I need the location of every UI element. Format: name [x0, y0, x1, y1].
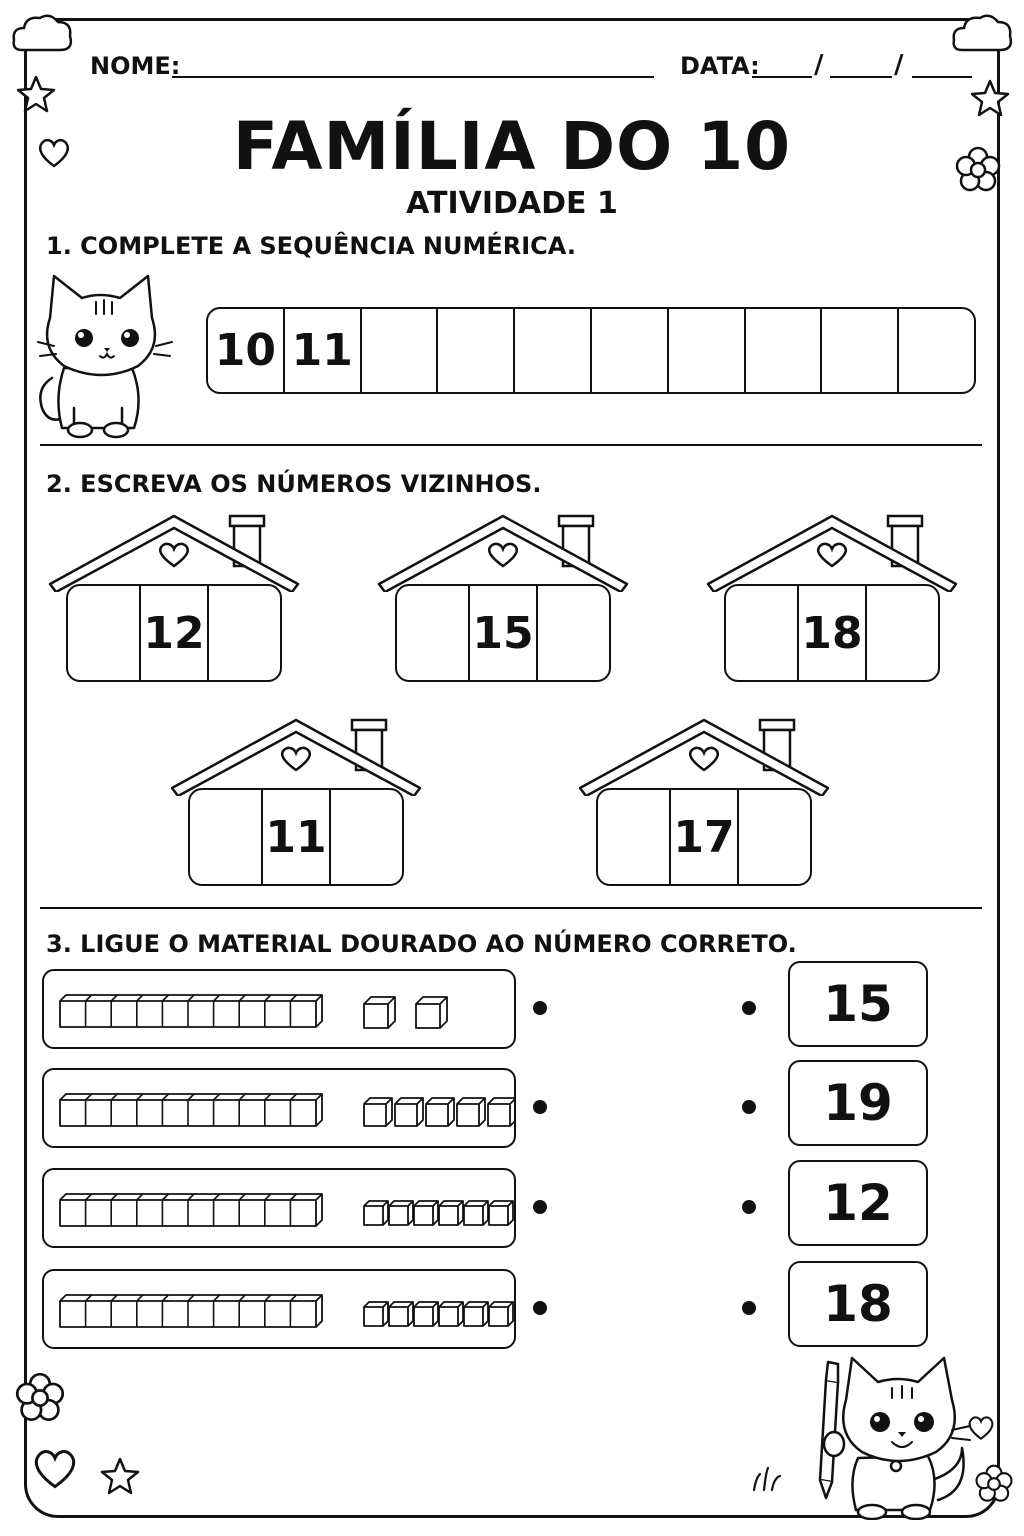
- answer-number-box: 19: [788, 1060, 928, 1146]
- previous-number-blank[interactable]: [397, 586, 468, 680]
- date-day-field[interactable]: [752, 76, 812, 78]
- house-number: 12: [139, 586, 209, 680]
- house-body: [596, 788, 812, 886]
- cloud-icon: [10, 10, 74, 60]
- next-number-blank[interactable]: [538, 586, 609, 680]
- house-number: 11: [261, 790, 331, 884]
- sequence-blank[interactable]: [592, 309, 669, 392]
- connection-dot[interactable]: [742, 1001, 756, 1015]
- golden-material-card: [42, 1168, 516, 1248]
- next-number-blank[interactable]: [739, 790, 810, 884]
- connection-dot[interactable]: [742, 1301, 756, 1315]
- golden-material-blocks-icon: [44, 1170, 514, 1246]
- connection-dot[interactable]: [742, 1100, 756, 1114]
- heart-icon: [30, 1446, 80, 1492]
- sequence-blank[interactable]: [899, 309, 974, 392]
- neighbor-house: [578, 716, 834, 892]
- page-title: FAMÍLIA DO 10: [232, 108, 792, 185]
- golden-material-blocks-icon: [44, 971, 514, 1047]
- sequence-blank[interactable]: [362, 309, 439, 392]
- golden-material-card: [42, 969, 516, 1049]
- page-subtitle: ATIVIDADE 1: [406, 186, 618, 221]
- next-number-blank[interactable]: [867, 586, 938, 680]
- answer-number-box: 18: [788, 1261, 928, 1347]
- connection-dot[interactable]: [533, 1001, 547, 1015]
- connection-dot[interactable]: [533, 1200, 547, 1214]
- house-roof-icon: [578, 716, 834, 796]
- previous-number-blank[interactable]: [68, 586, 139, 680]
- house-body: [724, 584, 940, 682]
- previous-number-blank[interactable]: [598, 790, 669, 884]
- connection-dot[interactable]: [533, 1100, 547, 1114]
- house-roof-icon: [706, 512, 962, 592]
- house-roof-icon: [170, 716, 426, 796]
- answer-number-box: 12: [788, 1160, 928, 1246]
- neighbor-house: [170, 716, 426, 892]
- neighbor-house: [48, 512, 304, 688]
- section-divider: [40, 444, 982, 446]
- house-number: 17: [669, 790, 739, 884]
- grass-icon: [750, 1466, 784, 1492]
- cat-with-pencil-icon: [812, 1340, 982, 1520]
- sequence-cell: 10: [208, 309, 285, 392]
- house-body: [66, 584, 282, 682]
- house-roof-icon: [48, 512, 304, 592]
- house-number: 18: [797, 586, 867, 680]
- sequence-cell: 11: [285, 309, 362, 392]
- golden-material-card: [42, 1269, 516, 1349]
- question-2-title: 2. ESCREVA OS NÚMEROS VIZINHOS.: [46, 470, 542, 498]
- cat-icon: [34, 268, 174, 440]
- house-body: [188, 788, 404, 886]
- section-divider: [40, 907, 982, 909]
- date-month-field[interactable]: [830, 76, 892, 78]
- previous-number-blank[interactable]: [726, 586, 797, 680]
- question-3-title: 3. LIGUE O MATERIAL DOURADO AO NÚMERO CORRETO.: [46, 930, 797, 958]
- sequence-blank[interactable]: [822, 309, 899, 392]
- sequence-blank[interactable]: [515, 309, 592, 392]
- next-number-blank[interactable]: [331, 790, 402, 884]
- flower-icon: [14, 1372, 66, 1424]
- next-number-blank[interactable]: [209, 586, 280, 680]
- answer-number-box: 15: [788, 961, 928, 1047]
- golden-material-card: [42, 1068, 516, 1148]
- connection-dot[interactable]: [742, 1200, 756, 1214]
- header-fields: [90, 48, 964, 84]
- question-1-title: 1. COMPLETE A SEQUÊNCIA NUMÉRICA.: [46, 232, 576, 260]
- golden-material-blocks-icon: [44, 1271, 514, 1347]
- sequence-blank[interactable]: [438, 309, 515, 392]
- name-field[interactable]: [172, 76, 654, 78]
- previous-number-blank[interactable]: [190, 790, 261, 884]
- sequence-blank[interactable]: [669, 309, 746, 392]
- date-separator: /: [894, 50, 904, 80]
- star-icon: [100, 1456, 140, 1496]
- neighbor-house: [706, 512, 962, 688]
- neighbor-house: [377, 512, 633, 688]
- number-sequence: [206, 307, 976, 394]
- date-label: DATA:: [680, 52, 760, 80]
- house-body: [395, 584, 611, 682]
- name-label: NOME:: [90, 52, 181, 80]
- date-year-field[interactable]: [912, 76, 972, 78]
- connection-dot[interactable]: [533, 1301, 547, 1315]
- house-number: 15: [468, 586, 538, 680]
- house-roof-icon: [377, 512, 633, 592]
- golden-material-blocks-icon: [44, 1070, 514, 1146]
- date-separator: /: [814, 50, 824, 80]
- sequence-blank[interactable]: [746, 309, 823, 392]
